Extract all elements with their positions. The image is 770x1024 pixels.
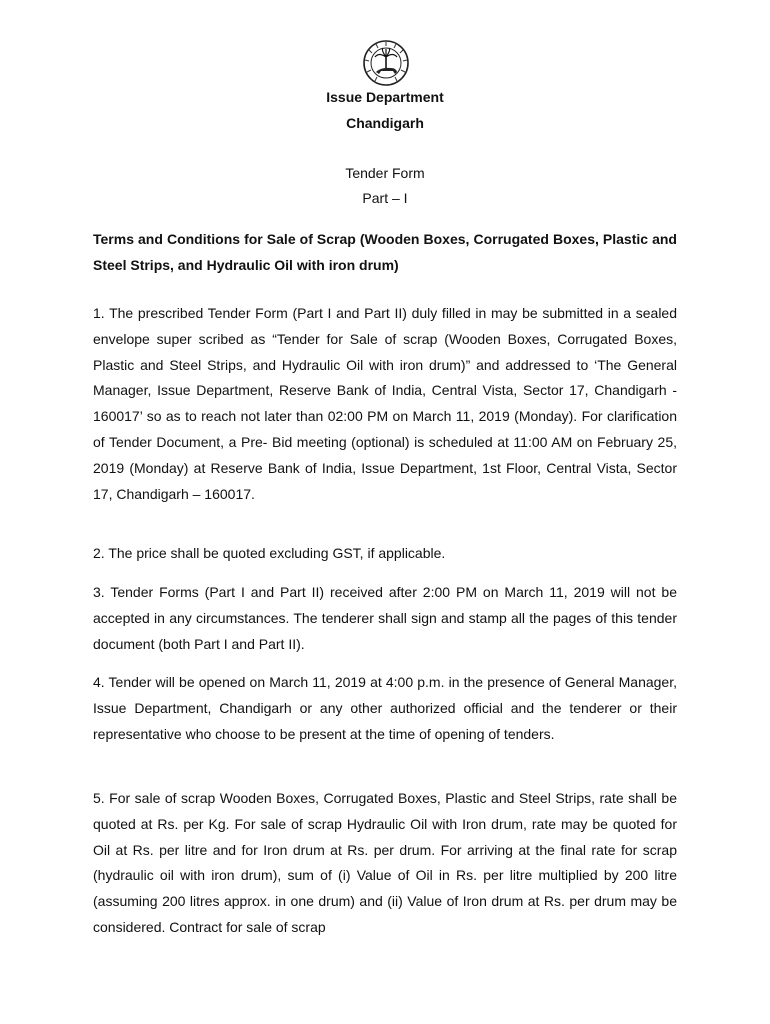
clause-3: 3. Tender Forms (Part I and Part II) received after 2:00 PM on March 11, 2019 will not be accepted in any circumstances. The tenderer shall sign and stamp all the pages of this tender document (both Part I and Part II). xyxy=(93,584,677,652)
clause-2: 2. The price shall be quoted excluding GST, if applicable. xyxy=(93,545,446,561)
clause-4: 4. Tender will be opened on March 11, 2019 at 4:00 p.m. in the presence of General Manager, Issue Department, Chandigarh or any other authorized official and the tenderer or their representative who choose to be present at the time of opening of tenders. xyxy=(93,674,677,742)
clause-5: 5. For sale of scrap Wooden Boxes, Corrugated Boxes, Plastic and Steel Strips, rate shall be quoted at Rs. per Kg. For sale of scrap Hydraulic Oil with Iron drum, rate may be quoted for Oil at Rs. per litre and for Iron drum at Rs. per drum. For arriving at the final rate for scrap (hydraulic oil with iron drum), sum of (i) Value of Oil in Rs. per litre multiplied by 200 litre (assuming 200 litres approx. in one drum) and (ii) Value of Iron drum at Rs. per drum may be considered. Contract for sale of scrap xyxy=(93,790,677,935)
terms-heading: Terms and Conditions for Sale of Scrap (Wooden Boxes, Corrugated Boxes, Plastic and Steel Strips, and Hydraulic Oil with iron drum) xyxy=(93,231,677,273)
form-title: Tender Form xyxy=(345,165,425,181)
rbi-seal-icon xyxy=(357,38,415,88)
clause-1: 1. The prescribed Tender Form (Part I and Part II) duly filled in may be submitted in a sealed envelope super scribed as “Tender for Sale of scrap (Wooden Boxes, Corrugated Boxes, Plastic and Steel Strips, and Hydraulic Oil with iron drum)” and addressed to ‘The General Manager, Issue Department, Reserve Bank of India, Central Vista, Sector 17, Chandigarh - 160017’ so as to reach not later than 02:00 PM on March 11, 2019 (Monday). For clarification of Tender Document, a Pre- Bid meeting (optional) is scheduled at 11:00 AM on February 25, 2019 (Monday) at Reserve Bank of India, Issue Department, 1st Floor, Central Vista, Sector 17, Chandigarh – 160017. xyxy=(93,305,677,502)
department-name: Issue Department xyxy=(326,89,444,105)
city-name: Chandigarh xyxy=(346,115,424,131)
form-part: Part – I xyxy=(362,190,408,206)
